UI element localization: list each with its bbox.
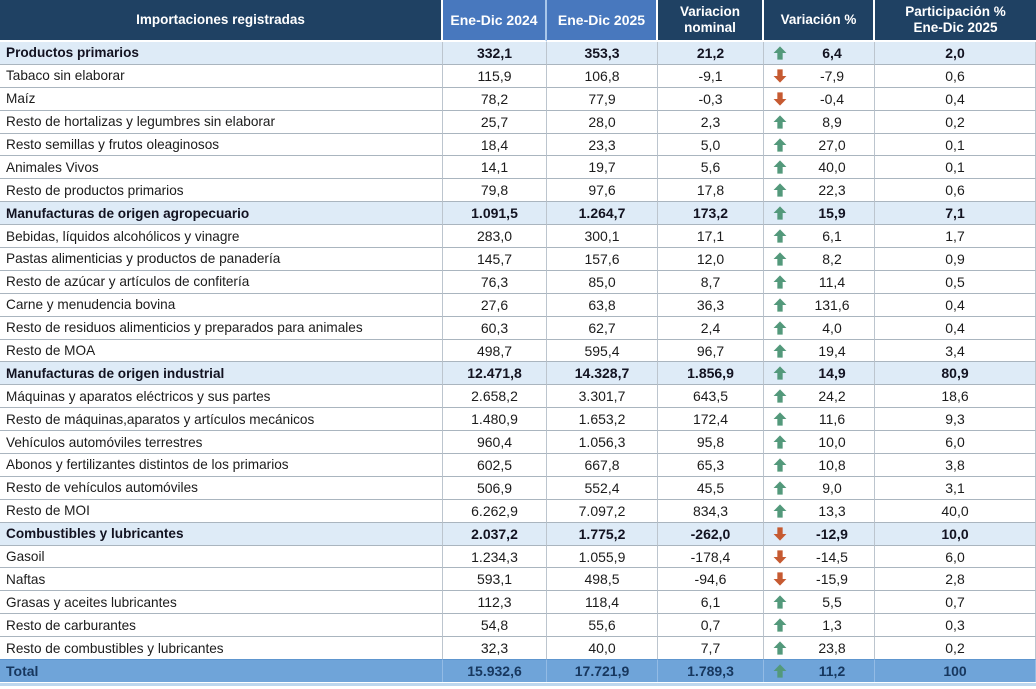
value-variacion-nominal: 17,1 [658,224,764,247]
table-row [0,339,1036,362]
value-variacion-pct [764,64,875,87]
value-ene-dic-2025: 498,5 [547,567,658,590]
value-ene-dic-2025: 62,7 [547,316,658,339]
table-row [0,384,1036,407]
value-ene-dic-2024: 2.658,2 [443,384,547,407]
table-row [0,476,1036,499]
arrow-up-icon [773,457,787,472]
value-participacion-pct: 0,6 [875,178,1036,201]
value-participacion-pct: 0,3 [875,613,1036,636]
value-variacion-nominal: 5,0 [658,133,764,156]
column-header-participacion-pct [875,0,1036,42]
table-row [0,270,1036,293]
row-label: Resto de residuos alimenticios y preparados para animales [0,316,443,339]
value-participacion-pct: 0,2 [875,636,1036,659]
value-variacion-nominal: 0,7 [658,613,764,636]
arrow-up-icon [773,343,787,358]
value-variacion-nominal: -178,4 [658,545,764,568]
variacion-pct-text: 14,9 [818,365,846,382]
table-row [0,407,1036,430]
variacion-pct-text: 11,2 [818,662,846,679]
value-ene-dic-2024: 1.234,3 [443,545,547,568]
value-participacion-pct: 2,8 [875,567,1036,590]
value-participacion-pct: 0,4 [875,293,1036,316]
table-row [0,87,1036,110]
table-row [0,499,1036,522]
arrow-down-icon [773,549,787,564]
variacion-pct-text: 13,3 [818,502,846,519]
value-variacion-pct [764,178,875,201]
value-variacion-pct [764,224,875,247]
value-participacion-pct: 9,3 [875,407,1036,430]
value-ene-dic-2024: 78,2 [443,87,547,110]
row-label: Naftas [0,567,443,590]
value-ene-dic-2024: 15.932,6 [443,659,547,682]
row-label: Resto de productos primarios [0,178,443,201]
value-variacion-nominal: -94,6 [658,567,764,590]
value-ene-dic-2025: 28,0 [547,110,658,133]
row-label: Total [0,659,443,682]
value-ene-dic-2025: 85,0 [547,270,658,293]
row-label: Vehículos automóviles terrestres [0,430,443,453]
value-ene-dic-2024: 76,3 [443,270,547,293]
value-ene-dic-2025: 23,3 [547,133,658,156]
value-variacion-pct [764,339,875,362]
variacion-pct-text: 10,8 [818,456,846,473]
value-variacion-nominal: 36,3 [658,293,764,316]
value-participacion-pct: 3,8 [875,453,1036,476]
value-participacion-pct: 7,1 [875,201,1036,224]
arrow-up-icon [773,663,787,678]
row-label: Gasoil [0,545,443,568]
table-row [0,64,1036,87]
variacion-pct-text: 24,2 [818,388,846,405]
variacion-pct-text: 11,6 [818,411,846,428]
value-ene-dic-2024: 79,8 [443,178,547,201]
table-row [0,567,1036,590]
arrow-up-icon [773,595,787,610]
variacion-pct-text: 8,2 [822,250,842,267]
table-row [0,522,1036,545]
value-variacion-nominal: 5,6 [658,155,764,178]
value-participacion-pct: 6,0 [875,545,1036,568]
row-label: Máquinas y aparatos eléctricos y sus partes [0,384,443,407]
value-ene-dic-2024: 960,4 [443,430,547,453]
value-ene-dic-2024: 25,7 [443,110,547,133]
variacion-pct-text: 1,3 [822,617,842,634]
arrow-up-icon [773,274,787,289]
value-variacion-nominal: 96,7 [658,339,764,362]
value-variacion-pct [764,567,875,590]
row-label: Resto de carburantes [0,613,443,636]
value-ene-dic-2024: 60,3 [443,316,547,339]
variacion-pct-text: 22,3 [818,182,846,199]
table-row [0,178,1036,201]
value-ene-dic-2025: 19,7 [547,155,658,178]
table-row [0,430,1036,453]
value-variacion-nominal: -9,1 [658,64,764,87]
row-label: Bebidas, líquidos alcohólicos y vinagre [0,224,443,247]
value-participacion-pct: 0,9 [875,247,1036,270]
value-ene-dic-2025: 300,1 [547,224,658,247]
value-ene-dic-2024: 283,0 [443,224,547,247]
value-variacion-nominal: 1.789,3 [658,659,764,682]
value-variacion-pct [764,522,875,545]
arrow-up-icon [773,389,787,404]
value-ene-dic-2025: 77,9 [547,87,658,110]
column-header-ene-dic-2025: Ene-Dic 2025 [547,0,658,42]
value-variacion-nominal: 172,4 [658,407,764,430]
value-variacion-pct [764,293,875,316]
value-variacion-pct [764,133,875,156]
value-variacion-pct [764,316,875,339]
value-variacion-pct [764,407,875,430]
value-participacion-pct: 100 [875,659,1036,682]
arrow-up-icon [773,297,787,312]
value-participacion-pct: 2,0 [875,42,1036,64]
value-ene-dic-2024: 54,8 [443,613,547,636]
value-ene-dic-2024: 145,7 [443,247,547,270]
row-label: Resto de azúcar y artículos de confitería [0,270,443,293]
value-ene-dic-2025: 3.301,7 [547,384,658,407]
participacion-pct-line1: Participación % [905,4,1006,20]
header-row [0,0,1036,42]
value-variacion-pct [764,201,875,224]
variacion-pct-text: 40,0 [818,159,846,176]
value-variacion-nominal: 17,8 [658,178,764,201]
table-row [0,545,1036,568]
value-variacion-pct [764,87,875,110]
value-ene-dic-2024: 602,5 [443,453,547,476]
value-participacion-pct: 6,0 [875,430,1036,453]
table-row [0,590,1036,613]
value-variacion-pct [764,42,875,64]
value-variacion-nominal: -0,3 [658,87,764,110]
value-ene-dic-2025: 1.055,9 [547,545,658,568]
value-participacion-pct: 0,1 [875,133,1036,156]
row-label: Resto de combustibles y lubricantes [0,636,443,659]
column-header-ene-dic-2024: Ene-Dic 2024 [443,0,547,42]
arrow-up-icon [773,480,787,495]
variacion-pct-text: -0,4 [819,90,845,107]
value-ene-dic-2024: 506,9 [443,476,547,499]
table-row [0,42,1036,64]
row-label: Resto de máquinas,aparatos y artículos mecánicos [0,407,443,430]
value-variacion-pct [764,110,875,133]
variacion-pct-text: 19,4 [818,342,846,359]
arrow-up-icon [773,412,787,427]
value-variacion-pct [764,453,875,476]
variacion-pct-text: 27,0 [818,136,846,153]
row-label: Productos primarios [0,42,443,64]
variacion-pct-text: 8,9 [822,113,842,130]
variacion-pct-text: 15,9 [818,205,846,222]
variacion-pct-text: -15,9 [816,571,848,588]
value-participacion-pct: 0,2 [875,110,1036,133]
value-ene-dic-2025: 667,8 [547,453,658,476]
value-variacion-pct [764,659,875,682]
table-row [0,110,1036,133]
value-variacion-nominal: 1.856,9 [658,361,764,384]
value-ene-dic-2025: 40,0 [547,636,658,659]
value-variacion-nominal: 45,5 [658,476,764,499]
variacion-nominal-line1: Variacion [679,4,741,20]
value-ene-dic-2025: 1.775,2 [547,522,658,545]
row-label: Resto de vehículos automóviles [0,476,443,499]
row-label: Manufacturas de origen agropecuario [0,201,443,224]
value-ene-dic-2024: 112,3 [443,590,547,613]
value-variacion-pct [764,499,875,522]
arrow-up-icon [773,183,787,198]
value-participacion-pct: 1,7 [875,224,1036,247]
variacion-pct-text: 11,4 [818,273,846,290]
value-participacion-pct: 3,1 [875,476,1036,499]
variacion-pct-text: 9,0 [822,479,842,496]
value-variacion-nominal: 21,2 [658,42,764,64]
value-variacion-nominal: 12,0 [658,247,764,270]
row-label: Grasas y aceites lubricantes [0,590,443,613]
table-row [0,659,1036,682]
row-label: Resto de MOA [0,339,443,362]
variacion-pct-text: 10,0 [818,434,846,451]
value-participacion-pct: 10,0 [875,522,1036,545]
row-label: Manufacturas de origen industrial [0,361,443,384]
arrow-up-icon [773,366,787,381]
arrow-up-icon [773,229,787,244]
value-participacion-pct: 0,6 [875,64,1036,87]
value-ene-dic-2025: 353,3 [547,42,658,64]
value-variacion-nominal: 8,7 [658,270,764,293]
value-participacion-pct: 0,4 [875,87,1036,110]
value-ene-dic-2024: 498,7 [443,339,547,362]
row-label: Tabaco sin elaborar [0,64,443,87]
arrow-up-icon [773,503,787,518]
value-ene-dic-2025: 1.264,7 [547,201,658,224]
value-ene-dic-2024: 27,6 [443,293,547,316]
value-variacion-nominal: -262,0 [658,522,764,545]
value-variacion-pct [764,430,875,453]
value-variacion-pct [764,613,875,636]
arrow-down-icon [773,91,787,106]
column-header-variacion-pct: Variación % [764,0,875,42]
value-variacion-pct [764,636,875,659]
value-ene-dic-2025: 14.328,7 [547,361,658,384]
variacion-pct-text: 4,0 [822,319,842,336]
table-row [0,316,1036,339]
row-label: Carne y menudencia bovina [0,293,443,316]
value-ene-dic-2024: 14,1 [443,155,547,178]
row-label: Combustibles y lubricantes [0,522,443,545]
table-row [0,293,1036,316]
arrow-up-icon [773,320,787,335]
value-ene-dic-2025: 118,4 [547,590,658,613]
value-ene-dic-2025: 1.653,2 [547,407,658,430]
value-ene-dic-2024: 18,4 [443,133,547,156]
value-ene-dic-2025: 17.721,9 [547,659,658,682]
arrow-down-icon [773,572,787,587]
value-participacion-pct: 40,0 [875,499,1036,522]
value-ene-dic-2024: 332,1 [443,42,547,64]
value-variacion-pct [764,361,875,384]
value-variacion-pct [764,590,875,613]
arrow-down-icon [773,526,787,541]
value-variacion-pct [764,384,875,407]
variacion-pct-text: 6,4 [822,44,842,61]
row-label: Resto semillas y frutos oleaginosos [0,133,443,156]
value-ene-dic-2025: 552,4 [547,476,658,499]
value-participacion-pct: 0,7 [875,590,1036,613]
table-row [0,247,1036,270]
value-participacion-pct: 0,1 [875,155,1036,178]
value-variacion-pct [764,476,875,499]
value-ene-dic-2025: 157,6 [547,247,658,270]
value-ene-dic-2025: 97,6 [547,178,658,201]
value-variacion-pct [764,270,875,293]
arrow-down-icon [773,68,787,83]
value-variacion-pct [764,155,875,178]
row-label: Resto de hortalizas y legumbres sin elaborar [0,110,443,133]
arrow-up-icon [773,641,787,656]
arrow-up-icon [773,114,787,129]
value-ene-dic-2024: 2.037,2 [443,522,547,545]
value-ene-dic-2024: 12.471,8 [443,361,547,384]
column-header-importaciones: Importaciones registradas [0,0,443,42]
variacion-nominal-line2: nominal [684,20,736,35]
arrow-up-icon [773,206,787,221]
table-row [0,224,1036,247]
row-label: Resto de MOI [0,499,443,522]
value-participacion-pct: 18,6 [875,384,1036,407]
table-row [0,155,1036,178]
value-ene-dic-2025: 7.097,2 [547,499,658,522]
value-ene-dic-2025: 595,4 [547,339,658,362]
participacion-pct-line2: Ene-Dic 2025 [913,20,998,35]
value-participacion-pct: 80,9 [875,361,1036,384]
value-ene-dic-2024: 593,1 [443,567,547,590]
value-variacion-pct [764,545,875,568]
value-variacion-nominal: 2,4 [658,316,764,339]
variacion-pct-text: 5,5 [822,594,842,611]
row-label: Maíz [0,87,443,110]
value-ene-dic-2024: 32,3 [443,636,547,659]
value-ene-dic-2025: 63,8 [547,293,658,316]
value-ene-dic-2025: 106,8 [547,64,658,87]
value-participacion-pct: 3,4 [875,339,1036,362]
table-row [0,613,1036,636]
value-ene-dic-2024: 6.262,9 [443,499,547,522]
row-label: Pastas alimenticias y productos de panadería [0,247,443,270]
value-variacion-nominal: 173,2 [658,201,764,224]
value-variacion-pct [764,247,875,270]
column-header-variacion-nominal [658,0,764,42]
value-variacion-nominal: 834,3 [658,499,764,522]
variacion-pct-text: 23,8 [818,640,846,657]
variacion-pct-text: 131,6 [814,296,850,313]
table-bottom-border [0,683,1036,686]
arrow-up-icon [773,45,787,60]
value-ene-dic-2024: 1.091,5 [443,201,547,224]
arrow-up-icon [773,251,787,266]
arrow-up-icon [773,137,787,152]
variacion-pct-text: 6,1 [822,228,842,245]
value-variacion-nominal: 2,3 [658,110,764,133]
row-label: Abonos y fertilizantes distintos de los primarios [0,453,443,476]
value-variacion-nominal: 95,8 [658,430,764,453]
value-variacion-nominal: 643,5 [658,384,764,407]
table-row [0,201,1036,224]
value-participacion-pct: 0,4 [875,316,1036,339]
value-ene-dic-2025: 1.056,3 [547,430,658,453]
variacion-pct-text: -7,9 [819,67,845,84]
row-label: Animales Vivos [0,155,443,178]
value-ene-dic-2024: 115,9 [443,64,547,87]
value-variacion-nominal: 6,1 [658,590,764,613]
value-ene-dic-2024: 1.480,9 [443,407,547,430]
value-variacion-nominal: 7,7 [658,636,764,659]
value-participacion-pct: 0,5 [875,270,1036,293]
variacion-pct-text: -12,9 [816,525,848,542]
arrow-up-icon [773,618,787,633]
arrow-up-icon [773,160,787,175]
table-row [0,133,1036,156]
value-ene-dic-2025: 55,6 [547,613,658,636]
arrow-up-icon [773,435,787,450]
table-row [0,636,1036,659]
table-row [0,453,1036,476]
variacion-pct-text: -14,5 [816,548,848,565]
value-variacion-nominal: 65,3 [658,453,764,476]
table-body [0,42,1036,682]
table-row [0,361,1036,384]
